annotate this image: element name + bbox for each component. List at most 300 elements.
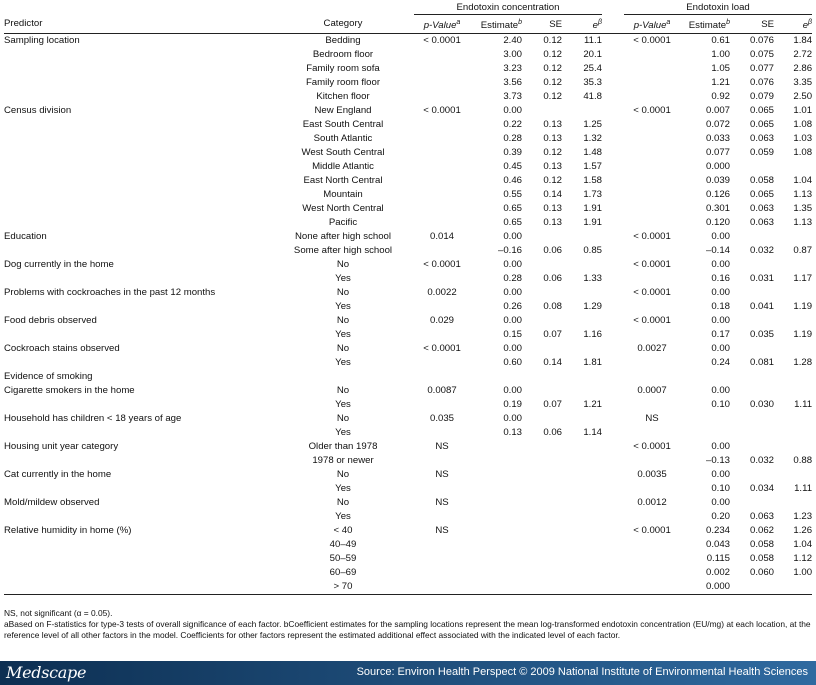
p-value-load-cell [624, 398, 680, 412]
e-beta-concentration-cell [562, 258, 602, 272]
estimate-concentration-cell [470, 580, 522, 595]
predictor-cell [4, 272, 272, 286]
spacer-cell [602, 300, 624, 314]
category-cell: Yes [335, 483, 351, 495]
estimate-concentration-cell [470, 566, 522, 580]
p-value-concentration-cell [414, 566, 470, 580]
spacer-cell [602, 258, 624, 272]
estimate-load-cell: 1.21 [711, 77, 730, 89]
se-concentration-cell [522, 370, 562, 384]
se-concentration-cell: 0.06 [543, 273, 562, 285]
e-beta-load-cell: 2.50 [793, 91, 813, 103]
p-value-load-cell [624, 188, 680, 202]
category-cell: Family room floor [305, 77, 381, 89]
category-cell: No [336, 343, 350, 355]
category-cell: No [336, 469, 350, 481]
se-concentration-cell: 0.12 [543, 49, 562, 61]
estimate-concentration-cell: 0.46 [503, 175, 522, 187]
table-row [4, 370, 812, 384]
header-e-beta-load: $e^\beta$ [774, 15, 812, 34]
table-row [4, 118, 812, 132]
category-cell: 1978 or newer [312, 455, 374, 467]
e-beta-load-cell: 1.17 [793, 273, 813, 285]
p-value-load-cell [624, 370, 680, 384]
table-row [4, 160, 812, 174]
p-value-concentration-cell: 0.014 [429, 231, 454, 243]
se-concentration-cell [522, 286, 562, 300]
e-beta-concentration-cell [562, 314, 602, 328]
table-row [4, 34, 812, 49]
estimate-concentration-cell [470, 524, 522, 538]
e-beta-concentration-cell: 1.16 [583, 329, 602, 341]
table-row [4, 132, 812, 146]
spacer-cell [602, 90, 624, 104]
p-value-load-cell: < 0.0001 [633, 525, 671, 537]
estimate-concentration-cell: 0.28 [503, 133, 522, 145]
predictor-cell: Education [4, 231, 47, 243]
predictor-cell [4, 146, 272, 160]
se-load-cell: 0.076 [749, 77, 774, 89]
estimate-load-cell: 0.18 [711, 301, 730, 313]
footer-bar [0, 661, 816, 685]
category-cell: Yes [335, 511, 351, 523]
predictor-cell: Mold/mildew observed [4, 497, 100, 509]
estimate-concentration-cell: 0.28 [503, 273, 522, 285]
table-row [4, 258, 812, 272]
e-beta-concentration-cell [562, 412, 602, 426]
predictor-cell [4, 160, 272, 174]
se-load-cell: 0.030 [749, 399, 774, 411]
p-value-concentration-cell [414, 426, 470, 440]
estimate-load-cell: 0.000 [705, 161, 730, 173]
estimate-load-cell [680, 370, 730, 384]
category-cell: Some after high school [293, 245, 393, 257]
estimate-load-cell: 0.61 [711, 35, 730, 47]
estimate-concentration-cell [470, 482, 522, 496]
se-load-cell [730, 286, 774, 300]
se-load-cell [730, 342, 774, 356]
se-load-cell: 0.076 [749, 35, 774, 47]
e-beta-concentration-cell: 1.81 [583, 357, 602, 369]
table-row [4, 146, 812, 160]
estimate-concentration-cell [470, 440, 522, 454]
e-beta-concentration-cell: 1.91 [583, 203, 602, 215]
table-row [4, 356, 812, 370]
table-row [4, 342, 812, 356]
source-credit: Source: Environ Health Perspect © 2009 National Institute of Environmental Health Sciences [356, 666, 808, 678]
category-cell: Middle Atlantic [312, 161, 374, 173]
p-value-load-cell [624, 454, 680, 468]
table-row [4, 524, 812, 538]
e-beta-load-cell [774, 384, 812, 398]
estimate-load-cell: 1.05 [711, 63, 730, 75]
estimate-concentration-cell [470, 496, 522, 510]
e-beta-concentration-cell: 25.4 [583, 63, 602, 75]
estimate-load-cell: 0.301 [705, 203, 730, 215]
se-concentration-cell: 0.14 [543, 189, 562, 201]
se-concentration-cell: 0.12 [543, 91, 562, 103]
estimate-load-cell: –0.14 [705, 245, 730, 257]
se-concentration-cell [522, 538, 562, 552]
category-cell: Yes [335, 357, 351, 369]
e-beta-load-cell [774, 496, 812, 510]
table-row [4, 48, 812, 62]
estimate-concentration-cell [470, 552, 522, 566]
category-cell: No [336, 287, 350, 299]
se-concentration-cell [522, 342, 562, 356]
se-concentration-cell [522, 454, 562, 468]
p-value-concentration-cell [414, 300, 470, 314]
p-value-concentration-cell [414, 510, 470, 524]
se-load-cell: 0.063 [749, 133, 774, 145]
p-value-concentration-cell [414, 356, 470, 370]
estimate-load-cell: 0.00 [711, 497, 730, 509]
p-value-load-cell: 0.0027 [637, 343, 667, 355]
estimate-load-cell: 0.10 [711, 399, 730, 411]
p-value-concentration-cell: 0.035 [429, 413, 454, 425]
spacer-cell [602, 538, 624, 552]
e-beta-concentration-cell: 1.58 [583, 175, 602, 187]
category-cell: Pacific [328, 217, 358, 229]
estimate-concentration-cell: 0.65 [503, 203, 522, 215]
spacer-cell [602, 440, 624, 454]
se-load-cell: 0.065 [749, 119, 774, 131]
table-row [4, 244, 812, 258]
estimate-concentration-cell [470, 454, 522, 468]
spacer-cell [602, 146, 624, 160]
category-cell: 60–69 [329, 567, 357, 579]
e-beta-load-cell: 0.87 [793, 245, 813, 257]
se-load-cell: 0.077 [749, 63, 774, 75]
p-value-load-cell [624, 216, 680, 230]
spacer-cell [602, 174, 624, 188]
estimate-concentration-cell: 0.00 [503, 343, 522, 355]
e-beta-load-cell: 1.12 [793, 553, 813, 565]
header-se-concentration: SE [522, 15, 562, 34]
spacer-cell [602, 552, 624, 566]
estimate-load-cell: 0.00 [711, 343, 730, 355]
category-cell: No [336, 259, 350, 271]
e-beta-load-cell [774, 314, 812, 328]
p-value-concentration-cell [414, 160, 470, 174]
category-cell: No [336, 497, 350, 509]
estimate-concentration-cell: 0.00 [503, 287, 522, 299]
p-value-load-cell: < 0.0001 [633, 287, 671, 299]
e-beta-load-cell: 1.13 [793, 217, 813, 229]
estimate-concentration-cell: 0.60 [503, 357, 522, 369]
estimate-load-cell: 0.120 [705, 217, 730, 229]
se-concentration-cell [522, 384, 562, 398]
spacer-cell [602, 48, 624, 62]
e-beta-concentration-cell: 1.91 [583, 217, 602, 229]
p-value-concentration-cell: < 0.0001 [423, 259, 461, 271]
estimate-load-cell: 0.20 [711, 511, 730, 523]
predictor-cell: Census division [4, 105, 72, 117]
predictor-cell [4, 552, 272, 566]
category-cell: No [336, 413, 350, 425]
estimate-concentration-cell: 0.55 [503, 189, 522, 201]
p-value-load-cell: < 0.0001 [633, 441, 671, 453]
p-value-concentration-cell [414, 244, 470, 258]
p-value-concentration-cell: 0.0022 [427, 287, 457, 299]
e-beta-load-cell: 1.35 [793, 203, 813, 215]
se-load-cell: 0.058 [749, 553, 774, 565]
se-concentration-cell: 0.13 [543, 161, 562, 173]
estimate-concentration-cell: 0.00 [503, 315, 522, 327]
predictor-cell [4, 538, 272, 552]
se-load-cell: 0.032 [749, 245, 774, 257]
category-cell: Kitchen floor [316, 91, 370, 103]
header-category: Category [272, 15, 414, 34]
estimate-concentration-cell: –0.16 [497, 245, 522, 257]
predictor-cell [4, 174, 272, 188]
e-beta-concentration-cell: 41.8 [583, 91, 602, 103]
se-concentration-cell [522, 440, 562, 454]
estimate-load-cell: 1.00 [711, 49, 730, 61]
e-beta-concentration-cell [562, 440, 602, 454]
predictor-cell [4, 244, 272, 258]
p-value-concentration-cell [414, 538, 470, 552]
e-beta-load-cell [774, 342, 812, 356]
se-load-cell: 0.065 [749, 189, 774, 201]
e-beta-concentration-cell: 1.33 [583, 273, 602, 285]
p-value-load-cell [624, 272, 680, 286]
se-concentration-cell [522, 552, 562, 566]
se-load-cell: 0.063 [749, 217, 774, 229]
se-concentration-cell: 0.12 [543, 175, 562, 187]
medscape-logo[interactable]: Medscape [6, 663, 87, 682]
estimate-load-cell [680, 426, 730, 440]
category-cell: East North Central [303, 175, 383, 187]
p-value-concentration-cell: 0.0087 [427, 385, 457, 397]
table-row [4, 230, 812, 244]
e-beta-load-cell: 3.35 [793, 77, 813, 89]
category-cell: South Atlantic [313, 133, 373, 145]
e-beta-concentration-cell: 1.29 [583, 301, 602, 313]
estimate-load-cell [680, 412, 730, 426]
p-value-concentration-cell: < 0.0001 [423, 35, 461, 47]
e-beta-concentration-cell: 1.21 [583, 399, 602, 411]
spacer-cell [602, 398, 624, 412]
e-beta-load-cell: 1.11 [794, 483, 813, 495]
p-value-load-cell [624, 538, 680, 552]
table-row [4, 398, 812, 412]
spacer-cell [602, 34, 624, 49]
spacer-cell [602, 356, 624, 370]
header-estimate-concentration: Estimate$^b$ [470, 15, 522, 34]
p-value-load-cell [624, 160, 680, 174]
header-p-value-load: p-Value$^a$ [624, 15, 680, 34]
estimate-load-cell: 0.002 [705, 567, 730, 579]
spacer-cell [602, 468, 624, 482]
estimate-concentration-cell: 3.73 [503, 91, 522, 103]
table-row [4, 510, 812, 524]
estimate-load-cell: 0.00 [711, 441, 730, 453]
header-se-load: SE [730, 15, 774, 34]
table-row [4, 272, 812, 286]
p-value-load-cell: < 0.0001 [633, 231, 671, 243]
table-row [4, 62, 812, 76]
estimate-concentration-cell: 2.40 [503, 35, 522, 47]
se-load-cell [730, 314, 774, 328]
predictor-cell: Sampling location [4, 35, 80, 47]
category-cell: Bedroom floor [312, 49, 374, 61]
se-load-cell: 0.063 [749, 511, 774, 523]
estimate-load-cell: 0.17 [711, 329, 730, 341]
header-predictor: Predictor [4, 15, 272, 34]
p-value-load-cell [624, 202, 680, 216]
e-beta-concentration-cell [562, 482, 602, 496]
predictor-cell [4, 188, 272, 202]
e-beta-load-cell: 1.19 [793, 301, 813, 313]
predictor-cell: Dog currently in the home [4, 259, 114, 271]
e-beta-load-cell: 1.13 [793, 189, 813, 201]
e-beta-load-cell: 1.04 [793, 175, 813, 187]
table-row [4, 216, 812, 230]
estimate-concentration-cell [470, 538, 522, 552]
category-cell: No [336, 385, 350, 397]
p-value-load-cell [624, 118, 680, 132]
se-load-cell: 0.062 [749, 525, 774, 537]
predictor-cell [4, 76, 272, 90]
se-concentration-cell: 0.12 [543, 77, 562, 89]
spacer-cell [602, 384, 624, 398]
table-row [4, 496, 812, 510]
se-concentration-cell: 0.06 [543, 427, 562, 439]
group-header-concentration: Endotoxin concentration [414, 2, 602, 15]
predictor-cell [4, 90, 272, 104]
p-value-concentration-cell [414, 482, 470, 496]
se-concentration-cell: 0.14 [543, 357, 562, 369]
e-beta-load-cell: 1.84 [793, 35, 813, 47]
table-body [4, 34, 812, 595]
e-beta-concentration-cell [562, 510, 602, 524]
se-concentration-cell [522, 524, 562, 538]
e-beta-load-cell [774, 370, 812, 384]
e-beta-load-cell: 1.08 [793, 119, 813, 131]
p-value-concentration-cell: NS [435, 441, 449, 453]
se-load-cell [730, 440, 774, 454]
estimate-concentration-cell: 0.00 [503, 105, 522, 117]
e-beta-concentration-cell: 1.57 [583, 161, 602, 173]
p-value-concentration-cell [414, 174, 470, 188]
se-load-cell [730, 496, 774, 510]
e-beta-load-cell [774, 258, 812, 272]
table-row [4, 440, 812, 454]
estimate-load-cell: 0.16 [711, 273, 730, 285]
predictor-cell [4, 48, 272, 62]
spacer-cell [602, 188, 624, 202]
se-concentration-cell [522, 482, 562, 496]
e-beta-load-cell: 1.03 [793, 133, 813, 145]
e-beta-concentration-cell [562, 454, 602, 468]
se-concentration-cell [522, 496, 562, 510]
category-cell: Yes [335, 427, 351, 439]
estimate-concentration-cell: 0.22 [503, 119, 522, 131]
se-concentration-cell [522, 230, 562, 244]
spacer-cell [602, 454, 624, 468]
p-value-load-cell [624, 174, 680, 188]
estimate-load-cell: 0.043 [705, 539, 730, 551]
spacer-cell [602, 118, 624, 132]
e-beta-concentration-cell [562, 538, 602, 552]
estimate-concentration-cell: 0.65 [503, 217, 522, 229]
e-beta-concentration-cell [562, 104, 602, 118]
spacer-cell [602, 370, 624, 384]
se-concentration-cell [522, 104, 562, 118]
e-beta-concentration-cell: 20.1 [583, 49, 602, 61]
se-concentration-cell: 0.13 [543, 119, 562, 131]
category-cell: Mountain [323, 189, 363, 201]
p-value-load-cell: < 0.0001 [633, 259, 671, 271]
p-value-load-cell [624, 356, 680, 370]
estimate-load-cell: 0.00 [711, 259, 730, 271]
spacer-cell [602, 216, 624, 230]
se-load-cell: 0.034 [749, 483, 774, 495]
se-concentration-cell [522, 566, 562, 580]
p-value-concentration-cell [414, 216, 470, 230]
category-cell: > 70 [272, 580, 414, 595]
group-header-row [4, 2, 812, 15]
se-load-cell: 0.032 [749, 455, 774, 467]
table-row [4, 468, 812, 482]
predictor-cell: Problems with cockroaches in the past 12 months [4, 287, 216, 299]
p-value-load-cell [624, 48, 680, 62]
se-concentration-cell [522, 468, 562, 482]
p-value-load-cell [624, 132, 680, 146]
se-load-cell: 0.065 [749, 105, 774, 117]
estimate-concentration-cell: 3.23 [503, 63, 522, 75]
footnotes [4, 608, 812, 641]
p-value-load-cell [624, 146, 680, 160]
e-beta-load-cell [774, 468, 812, 482]
se-load-cell [730, 258, 774, 272]
e-beta-concentration-cell [562, 524, 602, 538]
p-value-load-cell [624, 482, 680, 496]
estimate-load-cell: 0.007 [705, 105, 730, 117]
p-value-load-cell [624, 76, 680, 90]
predictor-cell [4, 510, 272, 524]
p-value-concentration-cell: < 0.0001 [423, 105, 461, 117]
se-load-cell [730, 468, 774, 482]
estimate-concentration-cell: 0.00 [503, 231, 522, 243]
p-value-concentration-cell: NS [435, 497, 449, 509]
category-cell: < 40 [333, 525, 353, 537]
estimate-load-cell: 0.00 [711, 231, 730, 243]
table-row [4, 300, 812, 314]
p-value-load-cell: NS [645, 413, 659, 425]
spacer-cell [602, 314, 624, 328]
p-value-concentration-cell [414, 118, 470, 132]
p-value-concentration-cell [414, 146, 470, 160]
se-load-cell: 0.035 [749, 329, 774, 341]
table-row [4, 188, 812, 202]
e-beta-concentration-cell [562, 370, 602, 384]
e-beta-concentration-cell [562, 384, 602, 398]
se-concentration-cell: 0.07 [543, 399, 562, 411]
estimate-load-cell: 0.039 [705, 175, 730, 187]
estimate-load-cell: 0.126 [705, 189, 730, 201]
estimate-load-cell: 0.00 [711, 287, 730, 299]
se-load-cell: 0.079 [749, 91, 774, 103]
p-value-load-cell [624, 90, 680, 104]
category-cell: Yes [335, 273, 351, 285]
e-beta-concentration-cell: 1.48 [583, 147, 602, 159]
category-cell: Bedding [325, 35, 361, 47]
table-row [4, 482, 812, 496]
se-load-cell: 0.058 [749, 175, 774, 187]
p-value-load-cell [624, 426, 680, 440]
